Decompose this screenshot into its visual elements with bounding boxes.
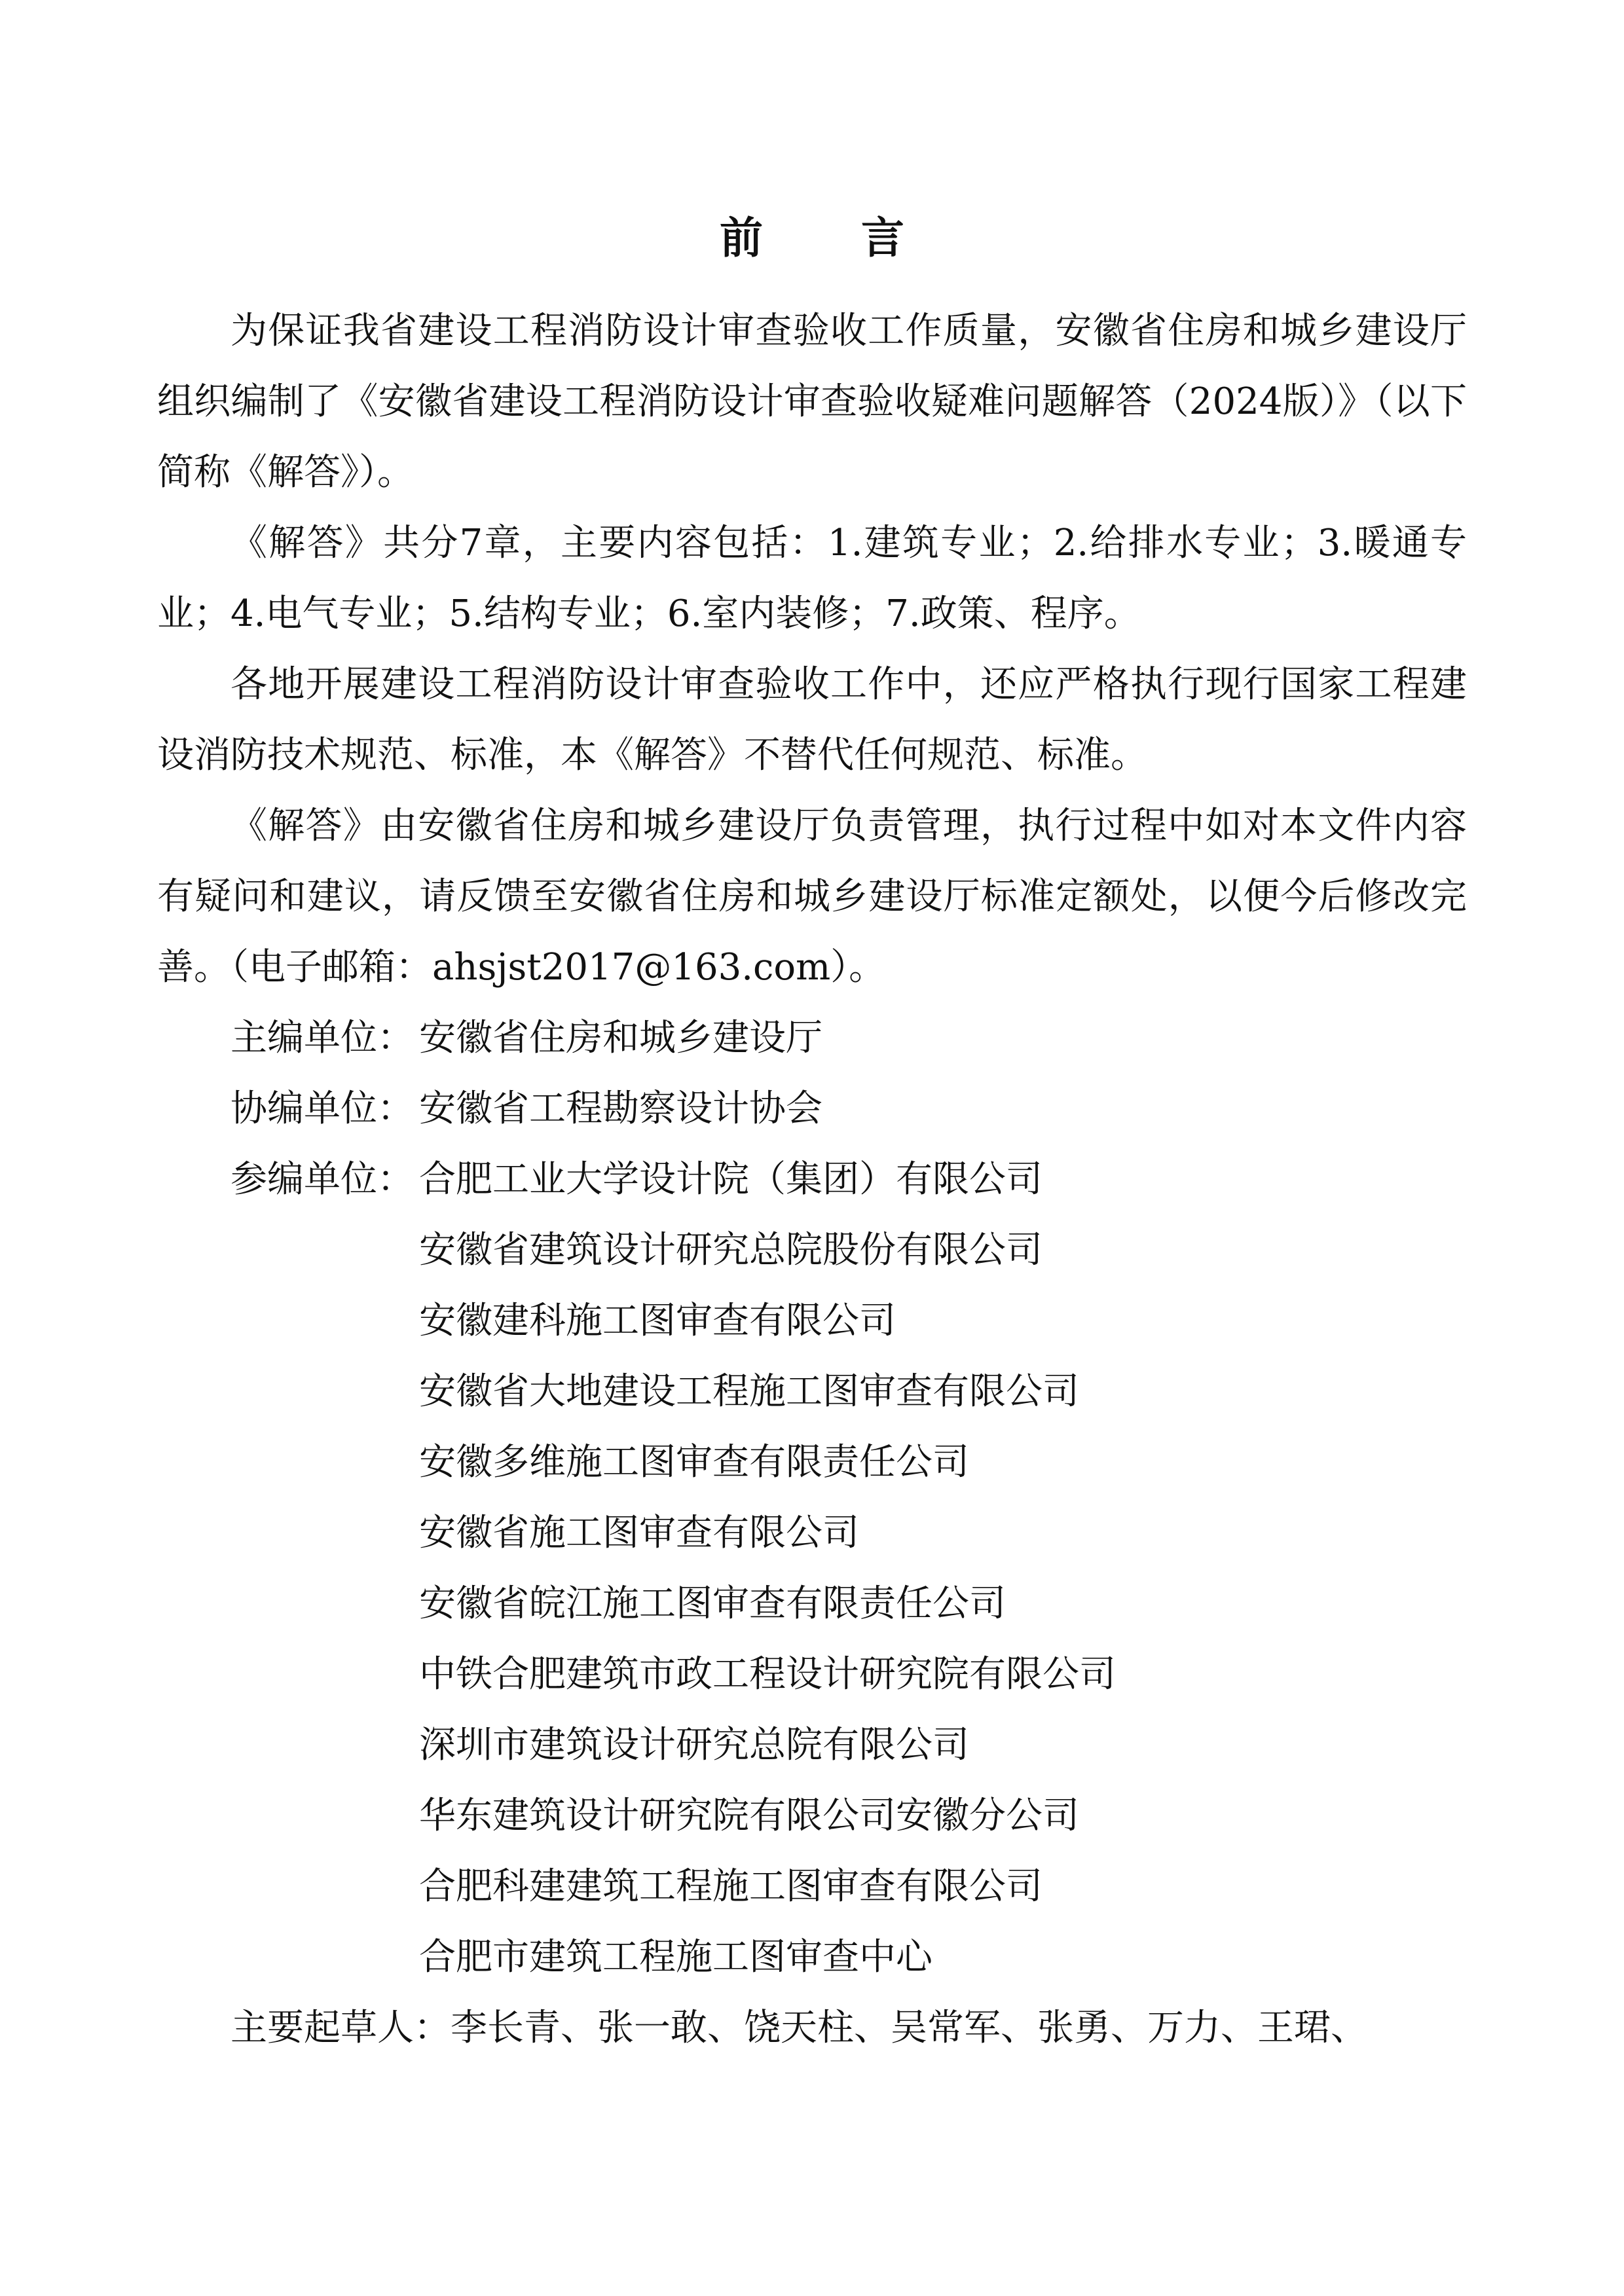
participant-unit: 华东建筑设计研究院有限公司安徽分公司 — [419, 1795, 1079, 1837]
title-char-1: 前 — [720, 212, 763, 263]
participant-unit: 安徽省大地建设工程施工图审查有限公司 — [419, 1370, 1079, 1413]
chief-editor-label: 主编单位： — [231, 1017, 414, 1059]
paragraph-chapters: 《解答》共分7章，主要内容包括：1.建筑专业；2.给排水专业；3.暖通专业；4.电气专业；5.结构专业；6.室内装修；7.政策、程序。 — [157, 522, 1467, 635]
drafters-value: 李长青、张一敢、饶天柱、吴常军、张勇、万力、王珺、 — [451, 2007, 1367, 2049]
participant-unit: 合肥市建筑工程施工图审查中心 — [419, 1936, 932, 1978]
page-title — [0, 208, 1624, 267]
co-editor-value: 安徽省工程勘察设计协会 — [419, 1087, 822, 1130]
participant-unit: 安徽省建筑设计研究总院股份有限公司 — [419, 1229, 1043, 1271]
participant-unit: 安徽省皖江施工图审查有限责任公司 — [419, 1582, 1006, 1625]
participant-unit: 合肥工业大学设计院（集团）有限公司 — [419, 1158, 1043, 1201]
paragraph-standards: 各地开展建设工程消防设计审查验收工作中，还应严格执行现行国家工程建设消防技术规范、标准，本《解答》不替代任何规范、标准。 — [157, 663, 1467, 776]
drafters-label: 主要起草人： — [231, 2007, 451, 2049]
document-body — [157, 296, 1467, 2064]
participant-unit: 合肥科建建筑工程施工图审查有限公司 — [419, 1865, 1043, 1908]
paragraph-purpose: 为保证我省建设工程消防设计审查验收工作质量，安徽省住房和城乡建设厅组织编制了《安徽省建设工程消防设计审查验收疑难问题解答（2024版）》（以下简称《解答》）。 — [157, 310, 1467, 494]
chief-editor-row — [157, 1003, 1467, 1074]
participants-label: 参编单位： — [231, 1158, 414, 1201]
participant-list — [157, 1215, 1467, 1993]
participant-unit: 中铁合肥建筑市政工程设计研究院有限公司 — [419, 1653, 1116, 1696]
chief-editor-value: 安徽省住房和城乡建设厅 — [419, 1017, 822, 1059]
title-char-2: 言 — [861, 212, 904, 263]
drafters-row — [157, 1993, 1467, 2064]
paragraph-management: 《解答》由安徽省住房和城乡建设厅负责管理，执行过程中如对本文件内容有疑问和建议，请反馈至安徽省住房和城乡建设厅标准定额处，以便今后修改完善。（电子邮箱：ahsjst2017@163.com）。 — [157, 805, 1467, 989]
participants-row — [157, 1144, 1467, 1215]
participant-unit: 深圳市建筑设计研究总院有限公司 — [419, 1724, 969, 1766]
co-editor-label: 协编单位： — [231, 1087, 414, 1130]
participant-unit: 安徽省施工图审查有限公司 — [419, 1512, 859, 1554]
co-editor-row — [157, 1074, 1467, 1144]
participant-unit: 安徽建科施工图审查有限公司 — [419, 1300, 896, 1342]
participant-unit: 安徽多维施工图审查有限责任公司 — [419, 1441, 969, 1484]
